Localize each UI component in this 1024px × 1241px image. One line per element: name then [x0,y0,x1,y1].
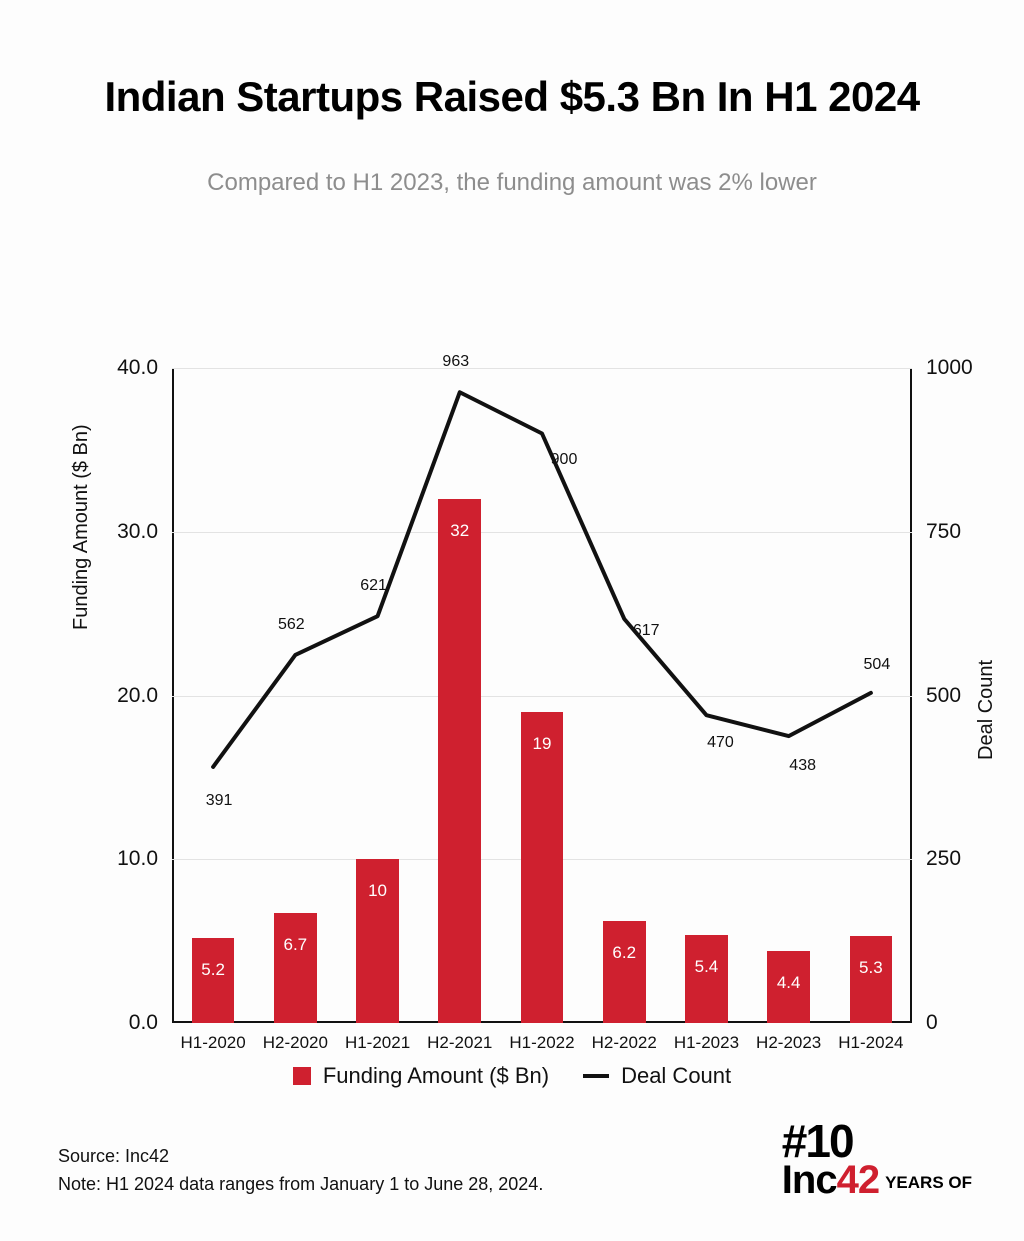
bar [603,921,646,1023]
line-value-label: 617 [632,621,660,639]
bar [850,936,893,1023]
logo-left-block [781,1114,880,1203]
x-axis-tick: H1-2021 [344,1033,411,1052]
line-value-label: 562 [277,615,305,633]
legend-bar-swatch-icon [293,1067,311,1085]
x-axis-tick: H2-2021 [427,1033,493,1052]
bar [356,859,399,1023]
bar [685,935,728,1023]
gridline [172,696,912,697]
x-axis-tick: H2-2022 [591,1033,657,1052]
legend-item-deal-count [583,1063,731,1089]
legend-label-deal-count: Deal Count [621,1063,732,1088]
legend-line-swatch-icon [583,1074,609,1078]
bar-value-label: 5.3 [859,958,883,978]
bar [192,938,235,1023]
line-value-label: 470 [707,734,734,752]
bar-value-label: 6.7 [283,935,308,955]
page-title: Indian Startups Raised $5.3 Bn In H1 2024 [104,73,920,120]
x-axis-tick: H1-2024 [838,1033,904,1052]
x-axis-tick: H1-2020 [180,1033,246,1052]
line-value-label: 900 [550,450,578,468]
y-axis-left-tick: 0.0 [128,1011,158,1034]
gridline [172,368,912,369]
bar [274,913,317,1023]
x-axis-tick: H2-2020 [262,1033,328,1052]
gridline [172,532,912,533]
y-axis-left-tick: 20.0 [117,683,158,707]
plot-area [117,353,973,1052]
bar-value-label: 6.2 [612,943,637,963]
line-value-label: 438 [789,757,817,775]
y-axis-left-label: Funding Amount ($ Bn) [70,424,92,630]
page-subtitle: Compared to H1 2023, the funding amount was 2% lower [207,168,817,196]
x-axis-tick: H1-2023 [673,1033,740,1052]
note-text: Note: H1 2024 data ranges from January 1 to June 28, 2024. [58,1174,544,1195]
y-axis-right-label: Deal Count [975,659,997,760]
bar-value-label: 32 [450,521,470,540]
x-axis-tick: H1-2022 [509,1033,575,1052]
line-value-label: 621 [360,577,387,595]
logo-inc-text: Inc42 [781,1158,880,1203]
y-axis-right-tick: 500 [926,683,962,707]
bar-value-label: 5.4 [694,956,719,976]
bar-value-label: 10 [368,881,387,901]
bar-value-label: 19 [532,733,552,753]
chart-container [0,330,1024,1090]
y-axis-right-tick: 1000 [926,356,973,379]
y-axis-right-tick: 250 [926,847,962,871]
line-value-label: 391 [205,791,233,809]
y-axis-right-tick: 0 [926,1011,938,1034]
footer-notes [58,1143,543,1199]
legend-label-funding: Funding Amount ($ Bn) [322,1063,550,1088]
legend-item-funding [293,1063,549,1089]
y-axis-left-tick: 40.0 [117,356,158,379]
y-axis-left-tick: 10.0 [117,847,158,871]
bar [521,712,564,1023]
chart-legend [0,1063,1024,1089]
bar [438,499,481,1023]
line-value-label: 963 [442,353,470,371]
bar-value-label: 4.4 [776,972,801,992]
line-value-label: 504 [863,655,891,673]
logo-42-text: 42 [836,1158,880,1203]
bar [767,951,810,1023]
x-axis-tick: H2-2023 [756,1033,822,1052]
source-text: Source: Inc42 [58,1146,170,1167]
y-axis-left-tick: 30.0 [117,519,158,543]
inc42-logo [781,1114,972,1203]
bar-value-label: 5.2 [201,959,225,979]
logo-hash-text: #10 [781,1114,853,1167]
logo-years-of-text: YEARS OF [885,1173,972,1193]
y-axis-right-tick: 750 [926,519,962,543]
